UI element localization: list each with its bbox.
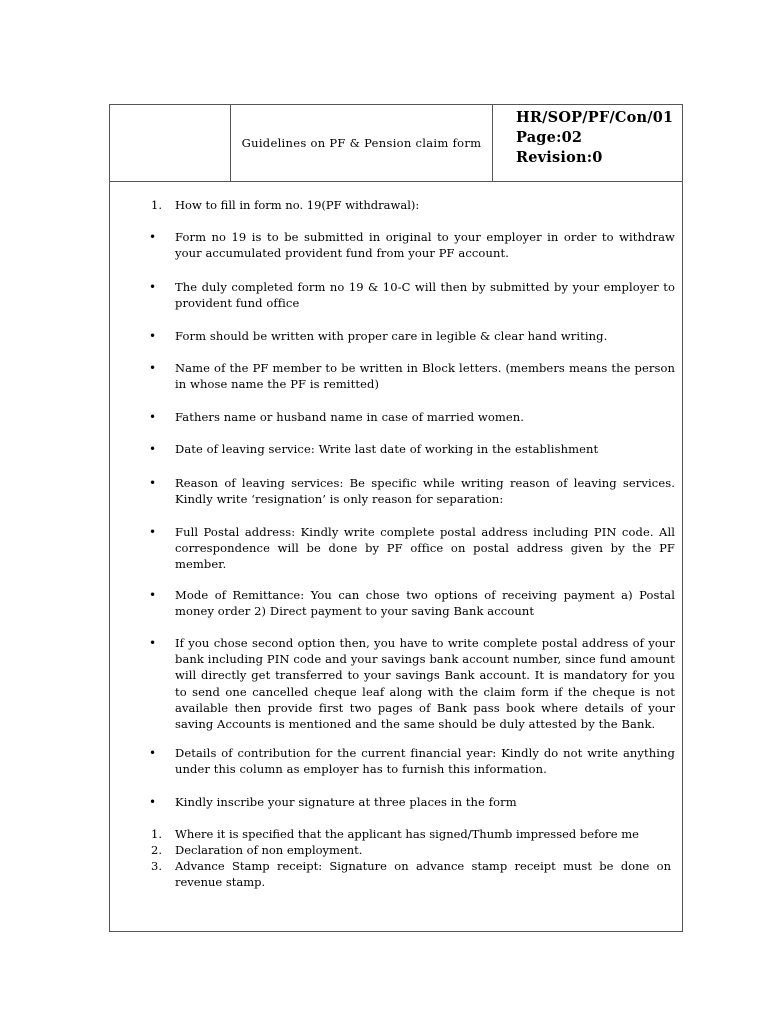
revision-number: Revision:0 [516, 149, 603, 166]
list-item-text: Form no 19 is to be submitted in original to your employer in order to withdraw your accumulated provident fund from your PF account. [175, 230, 675, 261]
header-reference-cell [493, 105, 682, 181]
item-number: 3. [151, 859, 162, 873]
list-item-text: Name of the PF member to be written in Block letters. (members means the person in whose name the PF is remitted) [175, 361, 675, 392]
list-item-text: Details of contribution for the current financial year: Kindly do not write anything under this column as employer has to furnish this information. [175, 746, 675, 777]
list-item-text: Date of leaving service: Write last date of working in the establishment [175, 442, 599, 456]
bullet-icon: • [149, 410, 157, 424]
page-number: Page:02 [516, 129, 583, 146]
bullet-icon: • [149, 230, 157, 244]
numbered-item-text: Declaration of non employment. [175, 843, 363, 857]
section-number: 1. [151, 198, 162, 212]
header-title-cell [231, 105, 493, 181]
list-item-text: Form should be written with proper care in legible & clear hand writing. [175, 329, 608, 343]
list-item-text: Mode of Remittance: You can chose two options of receiving payment a) Postal money order 2) Direct payment to your saving Bank account [175, 588, 675, 619]
list-item-text: Fathers name or husband name in case of married women. [175, 410, 525, 424]
list-item-text: Kindly inscribe your signature at three places in the form [175, 795, 517, 809]
bullet-icon: • [149, 442, 157, 456]
document-title: Guidelines on PF & Pension claim form [241, 136, 482, 150]
list-item-text: Reason of leaving services: Be specific while writing reason of leaving services. Kindly write ‘resignation’ is only reason for separation: [175, 476, 675, 507]
bullet-icon: • [149, 476, 157, 490]
header-logo-cell [110, 105, 231, 181]
bullet-icon: • [149, 525, 157, 539]
document-code: HR/SOP/PF/Con/01 [516, 109, 674, 126]
list-item-text: The duly completed form no 19 & 10-C will then by submitted by your employer to provident fund office [175, 280, 675, 311]
bullet-icon: • [149, 746, 157, 760]
list-item-text: If you chose second option then, you have to write complete postal address of your bank including PIN code and your savings bank account number, since fund amount will directly get transferred to your savings Bank account. It is mandatory for you to send one cancelled cheque leaf along with the claim form if the cheque is not available then provide first two pages of Bank pass book where details of your saving Accounts is mentioned and the same should be duly attested by the Bank. [175, 636, 675, 732]
item-number: 2. [151, 843, 162, 857]
document-header-table [110, 105, 682, 182]
bullet-icon: • [149, 636, 157, 650]
item-number: 1. [151, 827, 162, 841]
numbered-item-text: Where it is specified that the applicant has signed/Thumb impressed before me [175, 827, 639, 841]
bullet-icon: • [149, 795, 157, 809]
bullet-icon: • [149, 329, 157, 343]
bullet-icon: • [149, 588, 157, 602]
bullet-icon: • [149, 361, 157, 375]
document-page [109, 104, 683, 932]
numbered-item-text: Advance Stamp receipt: Signature on advance stamp receipt must be done on revenue stamp. [175, 859, 671, 890]
list-item-text: Full Postal address: Kindly write complete postal address including PIN code. All correspondence will be done by PF office on postal address given by the PF member. [175, 525, 675, 572]
bullet-icon: • [149, 280, 157, 294]
section-heading-text: How to fill in form no. 19(PF withdrawal): [175, 198, 420, 212]
